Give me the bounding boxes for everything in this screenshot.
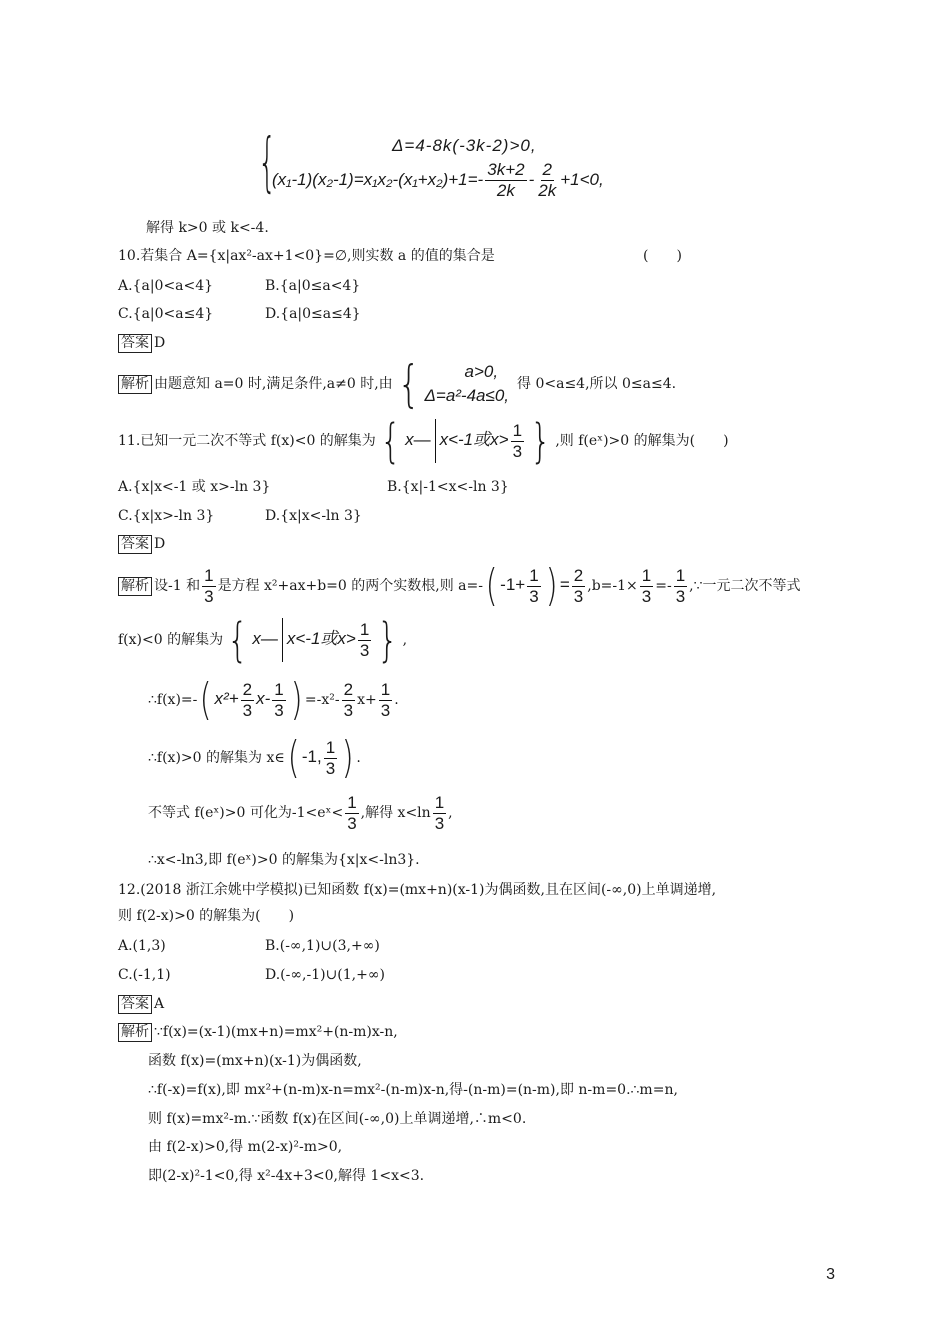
q10-option-b: B.{a|0≤a<4} bbox=[265, 278, 361, 294]
fraction: $\frac{1}{3}$ bbox=[274, 679, 284, 720]
q10-system: a>0, Δ=a²-4a≤0, bbox=[424, 362, 510, 405]
fraction: $\frac{1}{3}$ bbox=[347, 792, 357, 833]
paren-left: ( bbox=[485, 560, 498, 611]
q10-option-d: D.{a|0≤a≤4} bbox=[265, 306, 361, 322]
top-system-line2: (x₁-1)(x₂-1)=x₁x₂-(x₁+x₂)+1=- $\frac{3k+2}{2k}$ - $\frac{2}{2k}$ +1<0, bbox=[272, 160, 604, 201]
q10-analysis: 解析 由题意知 a=0 时,满足条件,a≠0 时,由{ a>0, Δ=a²-4a≤0, 得 0<a≤4,所以 0≤a≤4. bbox=[118, 356, 676, 412]
paren-right: ) bbox=[341, 732, 354, 783]
fraction: $\frac{1}{3}$ bbox=[380, 679, 391, 720]
fraction: $\frac{1}{3}$ bbox=[359, 619, 370, 660]
q12-option-a: A.(1,3) bbox=[118, 938, 166, 954]
paren-right: ) bbox=[545, 560, 558, 611]
brace-left: { bbox=[258, 126, 277, 200]
analysis-label: 解析 bbox=[118, 375, 152, 394]
fraction: $\frac{1}{3}$ bbox=[641, 565, 652, 606]
q12-analysis-line1: 解析 ∵f(x)=(x-1)(mx+n)=mx²+(n-m)x-n, bbox=[118, 1022, 398, 1042]
answer-label: 答案 bbox=[118, 535, 152, 554]
q12-analysis-line6: 即(2-x)²-1<0,得 x²-4x+3<0,解得 1<x<3. bbox=[148, 1168, 425, 1184]
q11-analysis-line4: ∴f(x)>0 的解集为 x∈( -1, $\frac{1}{3}$ ) . bbox=[148, 732, 361, 783]
analysis-label: 解析 bbox=[118, 1023, 152, 1042]
q12-option-c: C.(-1,1) bbox=[118, 967, 171, 983]
fraction: $\frac{2}{3}$ bbox=[242, 679, 253, 720]
set-dash: — bbox=[413, 430, 431, 449]
q11-stem: 11.已知一元二次不等式 f(x)<0 的解集为{ x— x<-1或x> $\frac{1}{3}$ } ,则 f(eˣ)>0 的解集为( ) bbox=[118, 414, 729, 468]
q10-stem: 10.若集合 A={x|ax²-ax+1<0}=∅,则实数 a 的值的集合是 bbox=[118, 248, 495, 264]
fraction: $\frac{1}{3}$ bbox=[675, 565, 686, 606]
brace-left: { bbox=[380, 414, 401, 468]
fraction: $\frac{2}{3}$ bbox=[343, 679, 354, 720]
paren-left: ( bbox=[287, 732, 300, 783]
set-dash: — bbox=[260, 629, 278, 648]
fraction: $\frac{2}{2k}$ bbox=[538, 160, 557, 201]
paren-left: ( bbox=[199, 674, 212, 725]
q12-analysis-line2: 函数 f(x)=(mx+n)(x-1)为偶函数, bbox=[148, 1053, 362, 1069]
q11-analysis-line2: f(x)<0 的解集为{ x— x<-1或x> $\frac{1}{3}$ } , bbox=[118, 613, 408, 667]
set-bar bbox=[282, 618, 283, 662]
q12-stem-line1: 12.(2018 浙江余姚中学模拟)已知函数 f(x)=(mx+n)(x-1)为偶函数,且在区间(-∞,0)上单调递增, bbox=[118, 882, 717, 898]
q12-stem-line2: 则 f(2-x)>0 的解集为( ) bbox=[118, 908, 295, 924]
q11-option-b: B.{x|-1<x<-ln 3} bbox=[387, 479, 509, 495]
q11-answer: 答案 D bbox=[118, 534, 165, 554]
q11-analysis-line1: 解析 设-1 和 $\frac{1}{3}$ 是方程 x²+ax+b=0 的两个实数根,则 a=-( -1+ $\frac{1}{3}$ ) = $\frac{2}{3}$ ,b=-1× $\frac{1}{3}$ =- $\frac{1}{3}$ ,∵一元二次不等式 bbox=[118, 560, 801, 611]
q10-paren: ( ) bbox=[643, 248, 682, 264]
brace-left: { bbox=[397, 355, 420, 413]
fraction: $\frac{1}{3}$ bbox=[204, 565, 214, 606]
top-solution: 解得 k>0 或 k<-4. bbox=[146, 220, 269, 236]
q11-option-c: C.{x|x>-ln 3} bbox=[118, 508, 215, 524]
q10-option-a: A.{a|0<a<4} bbox=[118, 278, 214, 294]
top-system-line1: Δ=4-8k(-3k-2)>0, bbox=[392, 136, 537, 155]
q10-option-c: C.{a|0<a≤4} bbox=[118, 306, 214, 322]
q12-analysis-line4: 则 f(x)=mx²-m.∵函数 f(x)在区间(-∞,0)上单调递增,∴m<0. bbox=[148, 1111, 527, 1127]
fraction: $\frac{1}{3}$ bbox=[512, 420, 523, 461]
q11-option-d: D.{x|x<-ln 3} bbox=[265, 508, 362, 524]
page-number: 3 bbox=[826, 1266, 835, 1283]
q11-option-a: A.{x|x<-1 或 x>-ln 3} bbox=[118, 479, 271, 495]
q12-answer: 答案 A bbox=[118, 994, 164, 1014]
q12-analysis-line5: 由 f(2-x)>0,得 m(2-x)²-m>0, bbox=[148, 1139, 343, 1155]
q12-analysis-line3: ∴f(-x)=f(x),即 mx²+(n-m)x-n=mx²-(n-m)x-n,得-(n-m)=(n-m),即 n-m=0.∴m=n, bbox=[148, 1082, 678, 1098]
q12-option-d: D.(-∞,-1)∪(1,+∞) bbox=[265, 967, 385, 983]
answer-label: 答案 bbox=[118, 334, 152, 353]
q12-option-b: B.(-∞,1)∪(3,+∞) bbox=[265, 938, 380, 954]
brace-right: } bbox=[530, 414, 551, 468]
fraction: $\frac{1}{3}$ bbox=[434, 792, 445, 833]
brace-right: } bbox=[377, 613, 399, 667]
fraction: $\frac{1}{3}$ bbox=[529, 565, 539, 606]
q11-analysis-line3: ∴f(x)=-( x²+ $\frac{2}{3}$ x- $\frac{1}{3}$ ) =-x²- $\frac{2}{3}$ x+ $\frac{1}{3}$ . bbox=[148, 674, 399, 725]
analysis-label: 解析 bbox=[118, 577, 152, 596]
answer-label: 答案 bbox=[118, 995, 152, 1014]
q10-answer: 答案 D bbox=[118, 333, 165, 353]
set-bar bbox=[435, 419, 436, 463]
fraction: $\frac{2}{3}$ bbox=[573, 565, 584, 606]
fraction: $\frac{3k+2}{2k}$ bbox=[487, 160, 525, 201]
q11-analysis-line5: 不等式 f(eˣ)>0 可化为-1<eˣ< $\frac{1}{3}$ ,解得 x<ln $\frac{1}{3}$ , bbox=[148, 792, 453, 833]
fraction: $\frac{1}{3}$ bbox=[325, 737, 336, 778]
q11-analysis-line6: ∴x<-ln3,即 f(eˣ)>0 的解集为{x|x<-ln3}. bbox=[148, 852, 420, 868]
brace-left: { bbox=[227, 613, 248, 667]
paren-right: ) bbox=[290, 674, 303, 725]
